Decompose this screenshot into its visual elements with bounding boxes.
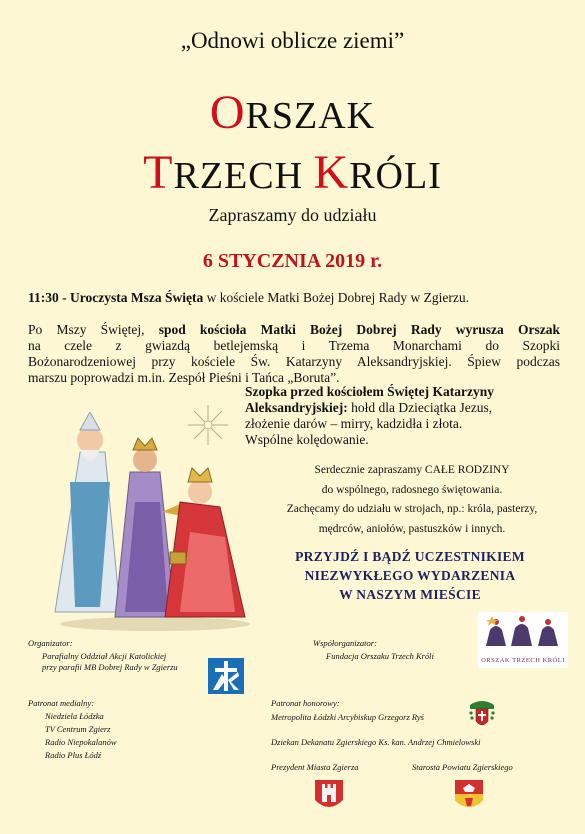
county-coat-of-arms-icon	[455, 780, 483, 814]
organizer-label: Organizator:	[28, 638, 73, 648]
media-item: Radio Niepokalanów	[45, 737, 117, 747]
mass-info	[28, 290, 560, 306]
media-item: TV Centrum Zgierz	[45, 724, 111, 734]
mass-location: w kościele Matki Bożej Dobrej Rady w Zgierzu.	[203, 290, 470, 305]
honorary-starosta: Starosta Powiatu Zgierskiego	[412, 762, 513, 772]
title-line-2	[0, 145, 585, 200]
procession-text: Po Mszy Świętej,	[28, 322, 159, 337]
honorary-president: Prezydent Miasta Zgierza	[271, 762, 359, 772]
archbishop-crest-icon	[466, 699, 498, 731]
family-line-2: do wspólnego, radosnego świętowania.	[321, 483, 503, 496]
orszak-logo-text: ORSZAK TRZECH KRÓLI	[481, 657, 565, 664]
szopka-rest-2: hołd dla Dzieciątka Jezus,	[347, 400, 493, 415]
organizer-line-2: przy parafii MB Dobrej Rady w Zgierzu	[42, 662, 178, 672]
organizer-line-1: Parafialny Oddział Akcji Katolickiej	[42, 651, 167, 661]
honorary-label: Patronat honorowy:	[271, 698, 340, 708]
procession-bold: spod kościoła Matki Bożej Dobrej Rady wyrusza Orszak	[158, 322, 560, 337]
orszak-logo-camels-icon	[478, 612, 568, 652]
title-rest-roli: RÓLI	[349, 155, 442, 197]
procession-line-1	[28, 322, 560, 338]
media-item: Niedziela Łódzka	[45, 711, 104, 721]
szopka-line-3: złożenie darów – mirry, kadzidła i złota.	[245, 416, 463, 431]
title-rest-rszak: RSZAK	[245, 95, 376, 137]
invite-text: Zapraszamy do udziału	[208, 205, 377, 225]
orszak-logo	[478, 612, 568, 668]
title-rest-rzech: RZECH	[173, 155, 304, 197]
szopka-paragraph	[245, 384, 545, 448]
call-line-2: NIEZWYKŁEGO WYDARZENIA	[304, 568, 516, 583]
szopka-bold-2: Aleksandryjskiej:	[245, 400, 348, 415]
szopka-bold-1: Szopka przed kościołem Świętej Katarzyny	[245, 384, 494, 399]
honorary-dean: Dziekan Dekanatu Zgierskiego Ks. kan. Andrzej Chmielowski	[271, 737, 481, 747]
media-label: Patronat medialny:	[28, 698, 95, 708]
honorary-archbishop: Metropolita Łódzki Arcybiskup Grzegorz Ryś	[271, 712, 424, 722]
coorganizer-name: Fundacja Orszaku Trzech Króli	[326, 651, 434, 661]
call-line-3: W NASZYM MIEŚCIE	[339, 587, 481, 602]
title-line-1	[0, 85, 585, 140]
procession-line-4: marszu poprowadzi m.in. Zespół Pieśni i Tańca „Boruta”.	[28, 370, 340, 385]
mass-time: 11:30 - Uroczysta Msza Święta	[28, 290, 204, 305]
title-cap-o: O	[209, 86, 246, 139]
procession-line-2: na czele z gwiazdą betlejemską i Trzema Monarchami do Szopki	[28, 338, 560, 353]
three-kings-illustration	[50, 412, 250, 632]
title-cap-k: K	[313, 146, 350, 199]
szopka-line-4: Wspólne kolędowanie.	[245, 432, 369, 447]
family-invite	[262, 461, 562, 539]
procession-line-3: Bożonarodzeniowej przy kościele Św. Katarzyny Aleksandryjskiej. Śpiew podczas	[28, 354, 560, 369]
zgierz-coat-of-arms-icon	[315, 780, 343, 814]
family-line-3: Zachęcamy do udziału w strojach, np.: króla, pasterzy,	[286, 503, 538, 515]
family-line-1: Serdecznie zapraszamy CAŁE RODZINY	[314, 464, 510, 476]
coorganizer-label: Współorganizator:	[313, 638, 377, 648]
motto: „Odnowi oblicze ziemi”	[180, 28, 405, 53]
family-line-4: mędrców, aniołów, pastuszków i innych.	[318, 522, 506, 535]
title-cap-t: T	[143, 146, 174, 199]
procession-paragraph	[28, 322, 560, 386]
media-item: Radio Plus Łódź	[45, 750, 102, 760]
akcja-katolicka-logo	[208, 658, 244, 694]
event-date: 6 STYCZNIA 2019 r.	[202, 250, 383, 272]
call-to-action	[255, 547, 565, 604]
call-line-1: PRZYJDŹ I BĄDŹ UCZESTNIKIEM	[295, 549, 525, 564]
